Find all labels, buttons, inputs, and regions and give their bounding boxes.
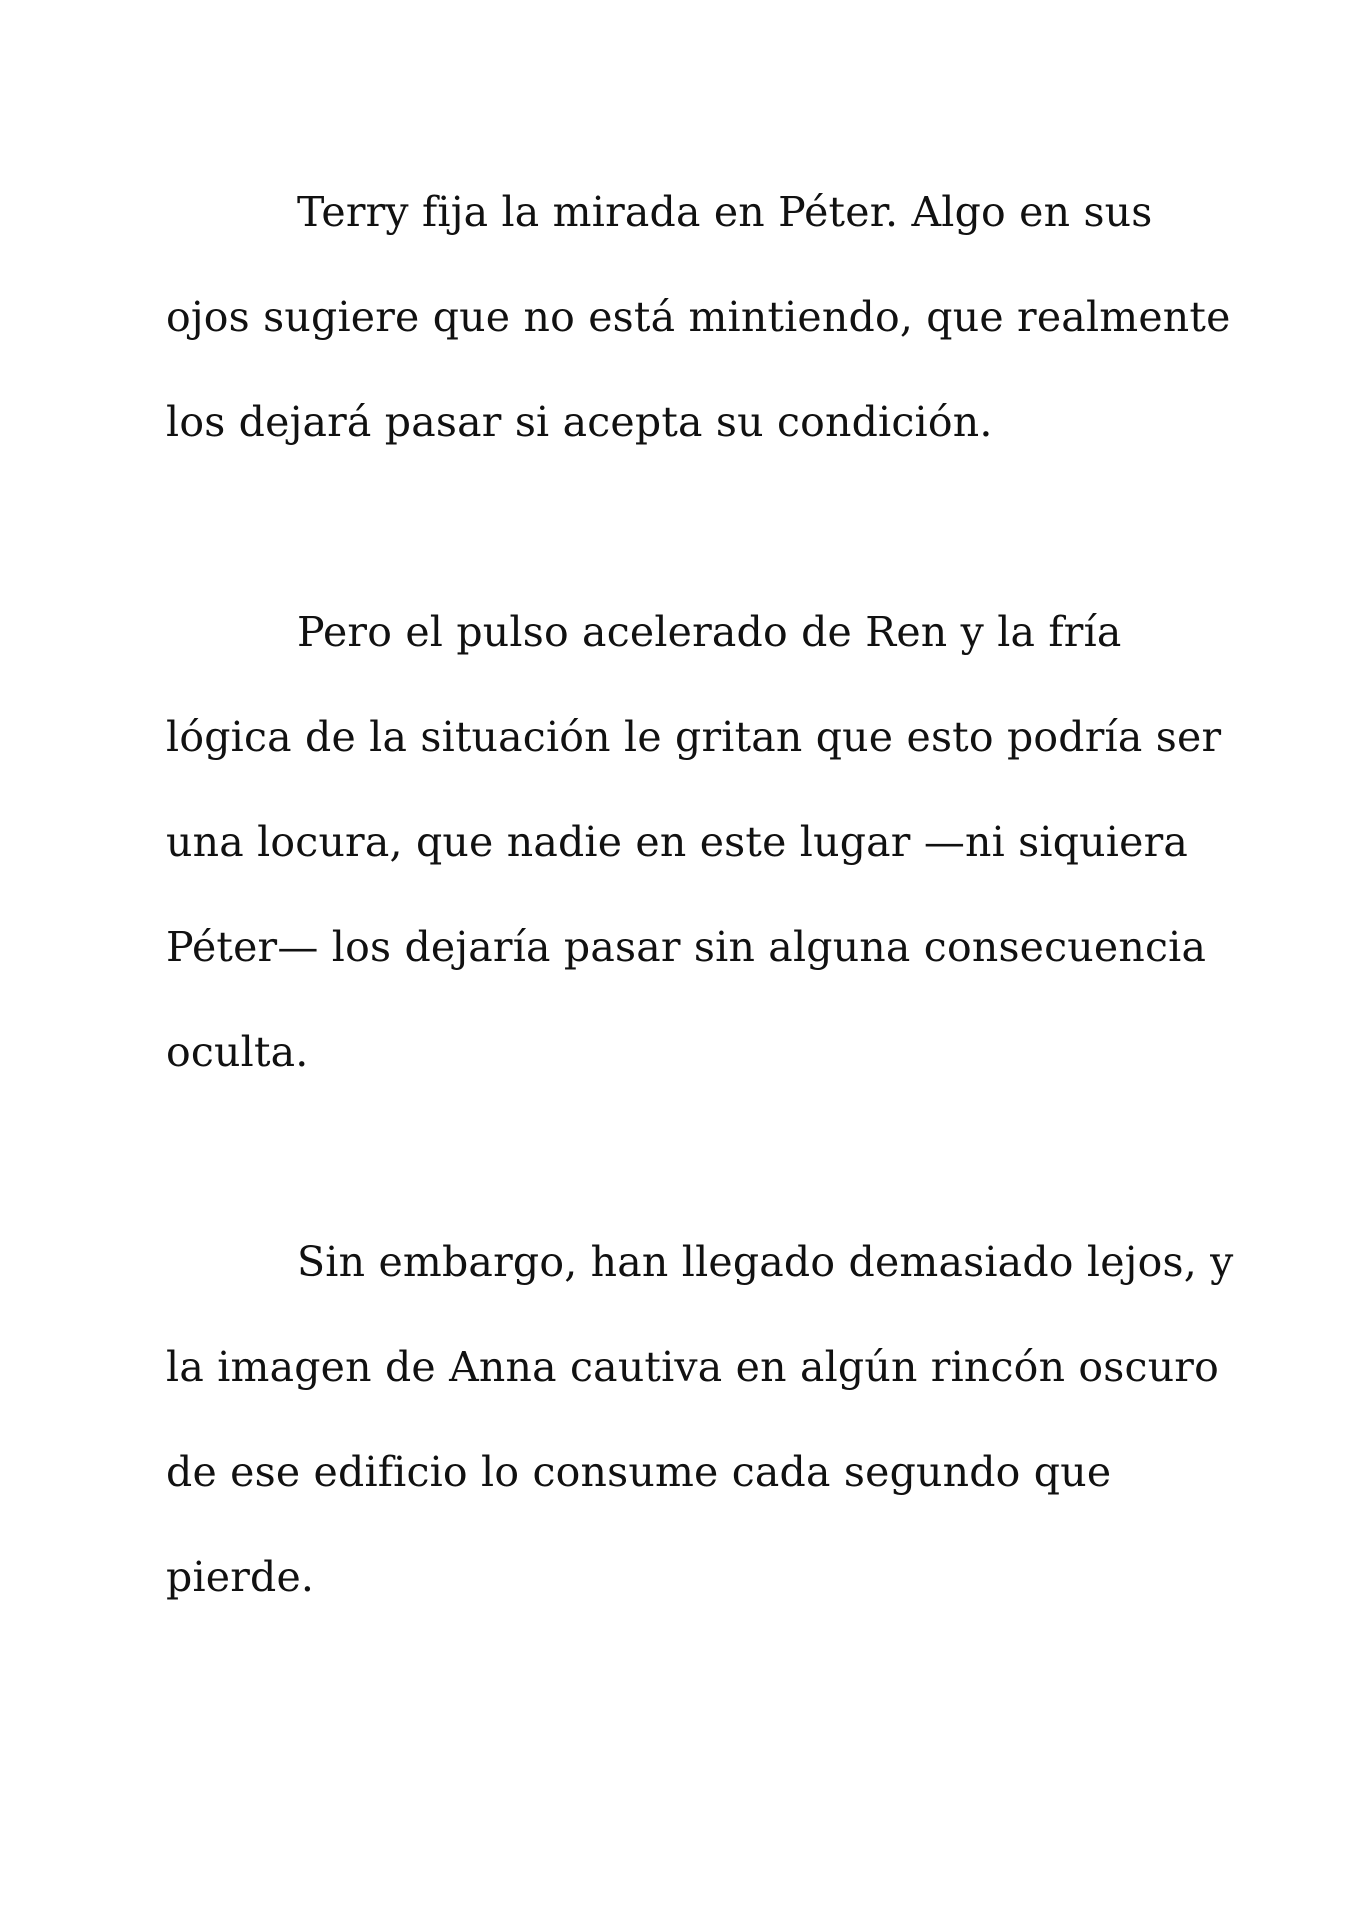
paragraph-2-line-3: una locura, que nadie en este lugar —ni siquiera [166,818,1189,866]
paragraph-1-line-2: ojos sugiere que no está mintiendo, que realmente [166,293,1231,341]
paragraph-2-line-5: oculta. [166,1028,309,1076]
paragraph-3-line-1: Sin embargo, han llegado demasiado lejos, y [297,1238,1234,1286]
paragraph-spacer [166,1105,1206,1210]
paragraph-2-line-2: lógica de la situación le gritan que esto podría ser [166,713,1222,761]
paragraph-3-line-4: pierde. [166,1553,315,1601]
paragraph-2-line-4: Péter— los dejaría pasar sin alguna consecuencia [166,923,1207,971]
paragraph-1 [166,160,1231,475]
paragraph-3-line-2: la imagen de Anna cautiva en algún rincón oscuro [166,1343,1219,1391]
body-text [166,160,1234,1630]
paragraph-2 [166,580,1222,1105]
paragraph-1-line-1: Terry fija la mirada en Péter. Algo en sus [297,188,1153,236]
paragraph-3-line-3: de ese edificio lo consume cada segundo que [166,1448,1112,1496]
paragraph-2-line-1: Pero el pulso acelerado de Ren y la fría [297,608,1122,656]
paragraph-3 [166,1210,1234,1630]
paragraph-spacer [166,475,1206,580]
paragraph-1-line-3: los dejará pasar si acepta su condición. [166,398,993,446]
